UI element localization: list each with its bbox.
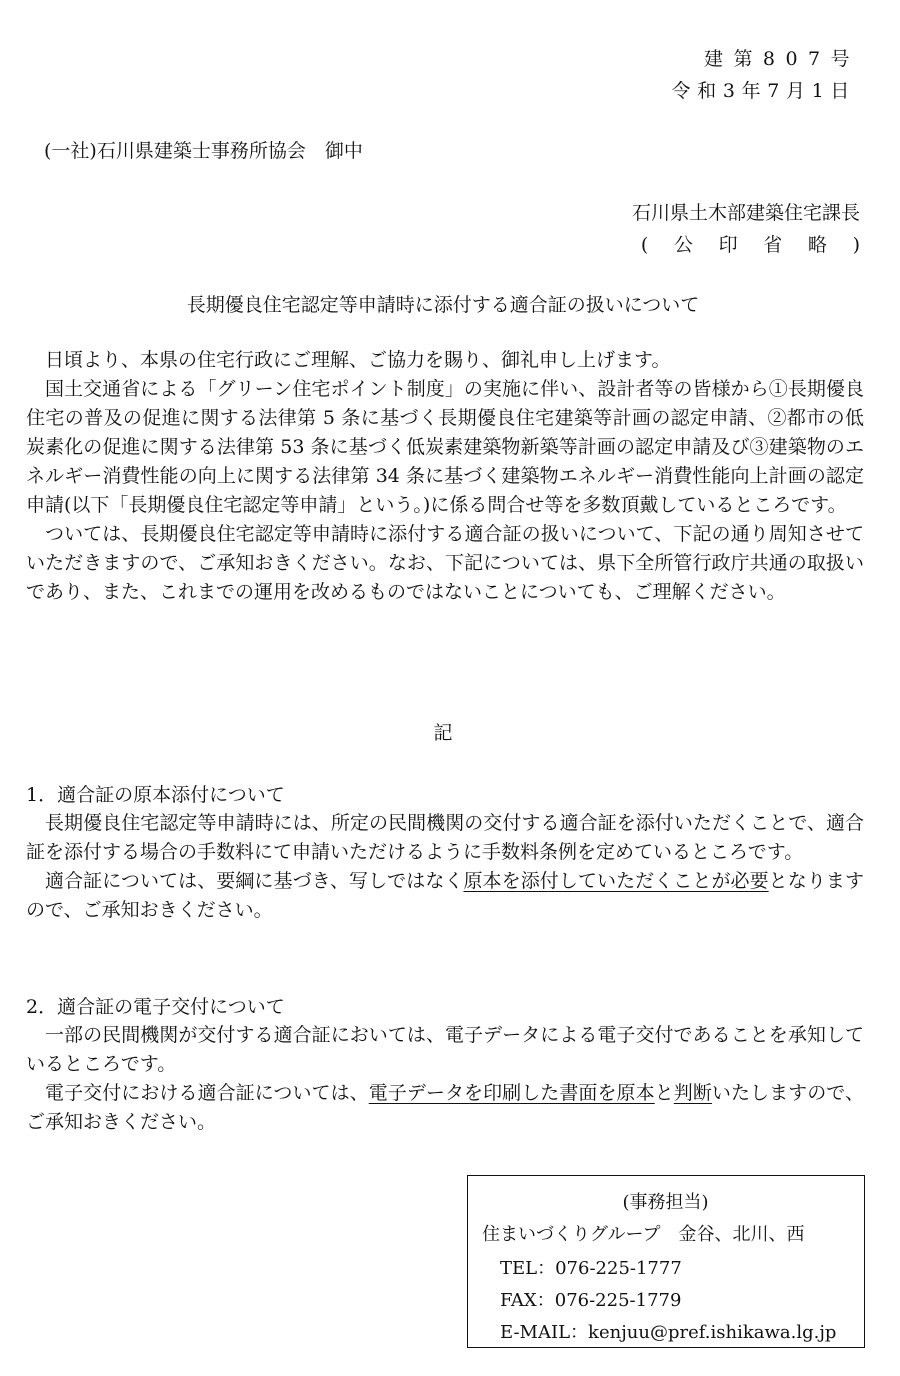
section-2-underlined-text-2: 判断	[673, 1082, 712, 1104]
section-2-paragraph-2	[26, 1079, 864, 1137]
section-1-underlined-text: 原本を添付していただくことが必要	[463, 870, 769, 892]
section-2-text-before: 電子交付における適合証については、	[45, 1082, 369, 1104]
sender-seal-note: (公印省略)	[640, 234, 886, 256]
ki-heading: 記	[433, 722, 453, 744]
section-1-text-after: となりますので、ご承知おきください。	[26, 870, 864, 921]
contact-group: 住まいづくりグループ 金谷、北川、西	[482, 1224, 805, 1245]
intro-paragraph-3: ついては、長期優良住宅認定等申請時に添付する適合証の扱いについて、下記の通り周知させていただきますので、ご承知おきください。なお、下記については、県下全所管行政庁共通の取扱いであり、また、これまでの運用を改めるものではないことについても、ご理解ください。	[26, 523, 864, 603]
contact-tel: TEL：076-225-1777	[500, 1258, 682, 1279]
section-2-text-mid: と	[654, 1082, 674, 1104]
contact-fax: FAX：076-225-1779	[500, 1290, 682, 1311]
document-title: 長期優良住宅認定等申請時に添付する適合証の扱いについて	[186, 294, 700, 316]
section-1-text-before: 適合証については、要綱に基づき、写しではなく	[45, 870, 464, 892]
section-2-body	[26, 1021, 864, 1137]
section-2-heading: 2．適合証の電子交付について	[26, 996, 285, 1018]
intro-paragraph-1: 日頃より、本県の住宅行政にご理解、ご協力を賜り、御礼申し上げます。	[45, 349, 671, 371]
section-2-underlined-text-1: 電子データを印刷した書面を原本	[368, 1082, 655, 1104]
section-1-heading: 1．適合証の原本添付について	[26, 784, 285, 806]
intro-body	[26, 346, 864, 607]
contact-heading: (事務担当)	[622, 1192, 709, 1213]
section-2-text-after: いたしますので、ご承知おきください。	[26, 1082, 864, 1133]
section-1-paragraph-2	[26, 867, 864, 925]
contact-email[interactable]: E-MAIL：kenjuu@pref.ishikawa.lg.jp	[500, 1322, 837, 1343]
section-1-paragraph-1: 長期優良住宅認定等申請時には、所定の民間機関の交付する適合証を添付いただくことで、適合証を添付する場合の手数料にて申請いただけるように手数料条例を定めているところです。	[26, 812, 864, 863]
section-2-paragraph-1: 一部の民間機関が交付する適合証においては、電子データによる電子交付であることを承知しているところです。	[26, 1024, 864, 1075]
sender-department: 石川県土木部建築住宅課長	[631, 202, 860, 224]
recipient: (一社)石川県建築士事務所協会 御中	[44, 140, 363, 162]
document-date: 令和3年7月1日	[671, 80, 856, 102]
contact-box	[467, 1175, 865, 1348]
section-1-body	[26, 809, 864, 925]
intro-paragraph-2: 国土交通省による「グリーン住宅ポイント制度」の実施に伴い、設計者等の皆様から①長期優良住宅の普及の促進に関する法律第 5 条に基づく長期優良住宅建築等計画の認定申請、②都市の低炭素化の促進に関する法律第 53 条に基づく低炭素建築物新築等計画の認定申請及び③建築物のエネルギー消費性能の向上に関する法律第 34 条に基づく建築物エネルギー消費性能向上計画の認定申請(以下「長期優良住宅認定等申請」という。)に係る問合せ等を多数頂戴しているところです。	[26, 378, 864, 516]
document-number: 建第807号	[704, 48, 860, 70]
